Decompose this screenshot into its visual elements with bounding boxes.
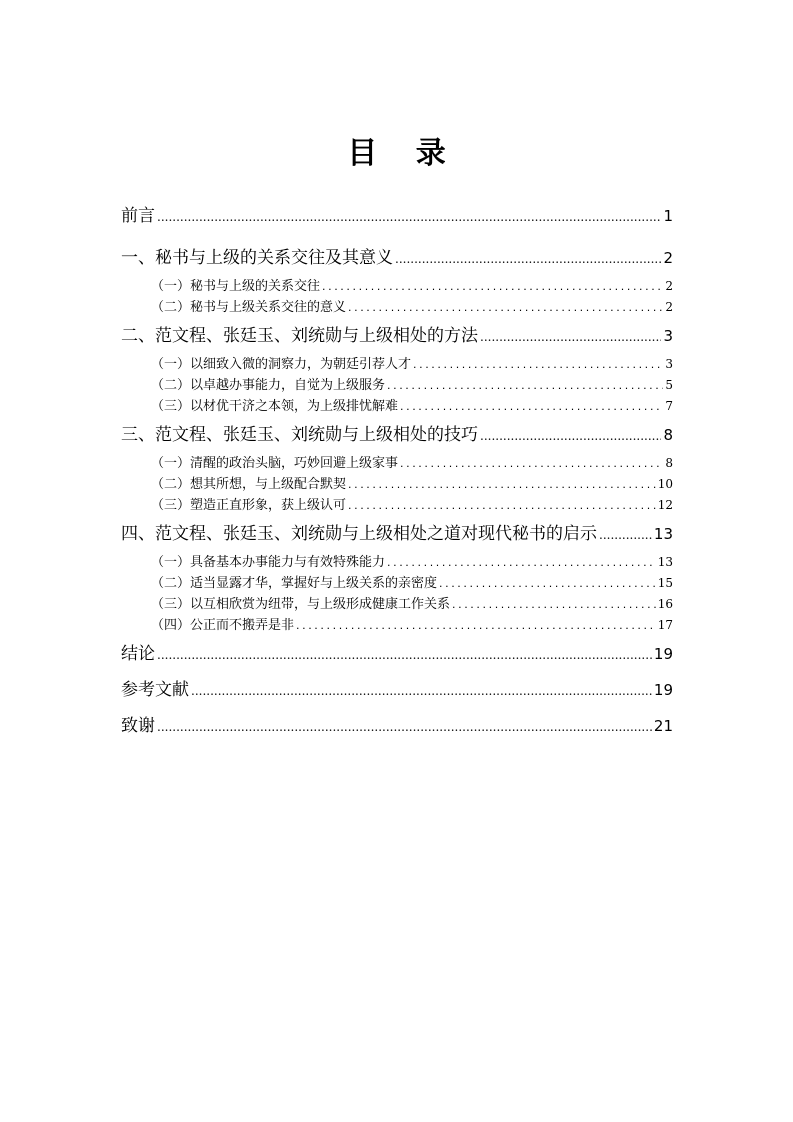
toc-entry[interactable] (121, 318, 673, 354)
toc-leader-dots (413, 354, 663, 375)
toc-subentry-title: （一）秘书与上级的关系交往 (151, 279, 321, 294)
toc-subentry-title: （二）秘书与上级关系交往的意义 (151, 300, 347, 315)
page-title: 目 录 (347, 136, 460, 171)
toc-page-number: 19 (653, 645, 673, 663)
toc-page-number: 2 (665, 279, 673, 293)
toc-page-number: 21 (653, 717, 673, 735)
toc-subentry-title: （一）具备基本办事能力与有效特殊能力 (151, 555, 386, 570)
toc-subentry[interactable] (121, 453, 673, 474)
toc-leader-dots (400, 453, 663, 474)
toc-page-number: 13 (653, 525, 673, 543)
toc-subentry[interactable] (121, 573, 673, 594)
toc-subentry[interactable] (121, 474, 673, 495)
toc-subentry[interactable] (121, 396, 673, 417)
toc-subentry-title: （一）以细致入微的洞察力，为朝廷引荐人才 (151, 357, 412, 372)
toc-page-number: 10 (657, 477, 673, 491)
toc-entry-title: 致谢 (121, 716, 155, 736)
table-of-contents (121, 198, 673, 744)
toc-leader-dots (348, 474, 656, 495)
toc-entry-title: 结论 (121, 644, 155, 664)
toc-leader-dots (439, 573, 656, 594)
toc-entry-title: 前言 (121, 206, 155, 226)
toc-page-number: 1 (663, 207, 673, 225)
toc-page-number: 8 (663, 426, 673, 444)
toc-subentry-title: （四）公正而不搬弄是非 (151, 618, 295, 633)
toc-subentry-title: （二）想其所想，与上级配合默契 (151, 477, 347, 492)
toc-page-number: 17 (657, 618, 673, 632)
toc-subentry[interactable] (121, 276, 673, 297)
toc-entry[interactable] (121, 516, 673, 552)
toc-page-number: 2 (663, 249, 673, 267)
toc-subentry[interactable] (121, 615, 673, 636)
toc-leader-dots (452, 594, 656, 615)
toc-subentry[interactable] (121, 495, 673, 516)
toc-page-number: 2 (665, 300, 673, 314)
toc-entry[interactable] (121, 417, 673, 453)
toc-subentry-title: （三）以互相欣赏为纽带，与上级形成健康工作关系 (151, 597, 451, 612)
toc-page-number: 5 (665, 378, 673, 392)
toc-entry-title: 一、秘书与上级的关系交往及其意义 (121, 248, 393, 268)
toc-entry[interactable] (121, 636, 673, 672)
toc-leader-dots (296, 615, 656, 636)
toc-page-number: 15 (657, 576, 673, 590)
toc-subentry[interactable] (121, 552, 673, 573)
toc-subentry-title: （二）适当显露才华，掌握好与上级关系的亲密度 (151, 576, 438, 591)
toc-subentry-title: （一）清醒的政治头脑，巧妙回避上级家事 (151, 456, 399, 471)
toc-page-number: 19 (653, 681, 673, 699)
toc-subentry[interactable] (121, 297, 673, 318)
toc-entry-title: 三、范文程、张廷玉、刘统勋与上级相处的技巧 (121, 425, 478, 445)
toc-leader-dots (395, 241, 661, 277)
toc-leader-dots (387, 375, 663, 396)
toc-entry-title: 二、范文程、张廷玉、刘统勋与上级相处的方法 (121, 326, 478, 346)
toc-page-number: 7 (665, 399, 673, 413)
toc-subentry-title: （三）以材优干济之本领，为上级排忧解难 (151, 399, 399, 414)
toc-subentry[interactable] (121, 354, 673, 375)
toc-entry[interactable] (121, 198, 673, 234)
toc-subentry[interactable] (121, 594, 673, 615)
toc-entry[interactable] (121, 672, 673, 708)
toc-leader-dots (599, 517, 652, 553)
toc-leader-dots (322, 276, 663, 297)
toc-page-number: 16 (657, 597, 673, 611)
toc-subentry-title: （三）塑造正直形象，获上级认可 (151, 498, 347, 513)
toc-leader-dots (157, 637, 652, 673)
toc-leader-dots (400, 396, 663, 417)
toc-leader-dots (157, 199, 661, 235)
toc-page-number: 8 (665, 456, 673, 470)
toc-entry[interactable] (121, 708, 673, 744)
toc-leader-dots (480, 418, 661, 454)
toc-leader-dots (387, 552, 656, 573)
toc-leader-dots (480, 319, 661, 355)
toc-page-number: 13 (657, 555, 673, 569)
toc-entry-title: 参考文献 (121, 680, 189, 700)
toc-subentry-title: （二）以卓越办事能力，自觉为上级服务 (151, 378, 386, 393)
toc-leader-dots (157, 709, 652, 745)
toc-page-number: 12 (657, 498, 673, 512)
toc-page-number: 3 (665, 357, 673, 371)
toc-leader-dots (348, 297, 663, 318)
toc-leader-dots (191, 673, 652, 709)
toc-subentry[interactable] (121, 375, 673, 396)
toc-entry[interactable] (121, 240, 673, 276)
toc-entry-title: 四、范文程、张廷玉、刘统勋与上级相处之道对现代秘书的启示 (121, 524, 597, 544)
toc-page-number: 3 (663, 327, 673, 345)
toc-leader-dots (348, 495, 656, 516)
